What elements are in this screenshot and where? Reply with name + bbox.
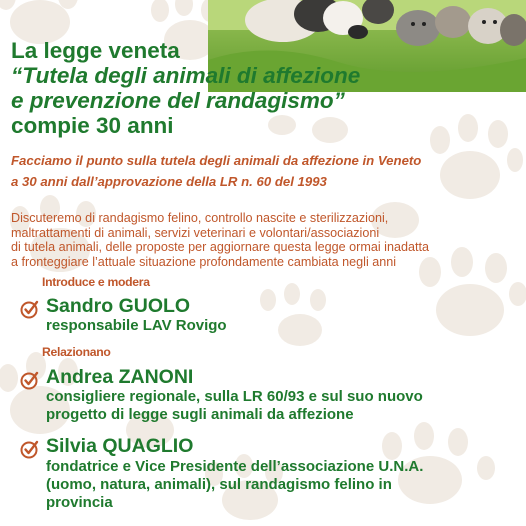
subtitle-line-1: Facciamo il punto sulla tutela degli animali da affezione in Veneto <box>11 153 422 168</box>
subtitle-line-2: a 30 anni dall’approvazione della LR n. 60 del 1993 <box>11 174 327 189</box>
intro-line: di tutela animali, delle proposte per aggiornare questa legge ormai inadatta <box>11 240 429 255</box>
speaker-desc-line: (uomo, natura, animali), sul randagismo felino in <box>46 476 392 493</box>
intro-line: maltrattamenti di animali, servizi veterinari e volontari/associazioni <box>11 225 380 240</box>
title-quote-line-1: “Tutela degli animali di affezione <box>11 63 361 88</box>
speaker-name-guolo: Sandro GUOLO <box>46 295 191 317</box>
role-introduce-label: Introduce e modera <box>42 275 150 289</box>
speaker-desc-quaglio <box>46 458 516 512</box>
speaker-desc-line: consigliere regionale, sulla LR 60/93 e sul suo nuovo <box>46 388 423 405</box>
page-title <box>11 38 481 138</box>
title-line-1: La legge veneta <box>11 38 180 63</box>
intro-line: Discuteremo di randagismo felino, controllo nascite e sterilizzazioni, <box>11 211 389 225</box>
title-line-4: compie 30 anni <box>11 113 174 138</box>
check-circle-icon <box>20 439 40 459</box>
title-quote-line-2: e prevenzione del randagismo” <box>11 88 345 113</box>
speaker-desc-line: fondatrice e Vice Presidente dell’associazione U.N.A. <box>46 458 424 475</box>
role-relazionano-label: Relazionano <box>42 345 111 359</box>
subtitle <box>11 150 521 192</box>
intro-line: a fronteggiare l’attuale situazione profondamente cambiata negli anni <box>11 254 397 269</box>
speaker-desc-line: progetto di legge sugli animali da affezione <box>46 406 354 423</box>
check-circle-icon <box>20 370 40 390</box>
speaker-desc-line: provincia <box>46 494 113 511</box>
speaker-desc-zanoni <box>46 388 516 424</box>
speaker-desc-line: responsabile LAV Rovigo <box>46 317 227 334</box>
speaker-name-quaglio: Silvia QUAGLIO <box>46 435 194 457</box>
speaker-desc-guolo <box>46 317 516 335</box>
speaker-name-zanoni: Andrea ZANONI <box>46 366 194 388</box>
intro-paragraph <box>11 211 521 269</box>
check-circle-icon <box>20 299 40 319</box>
